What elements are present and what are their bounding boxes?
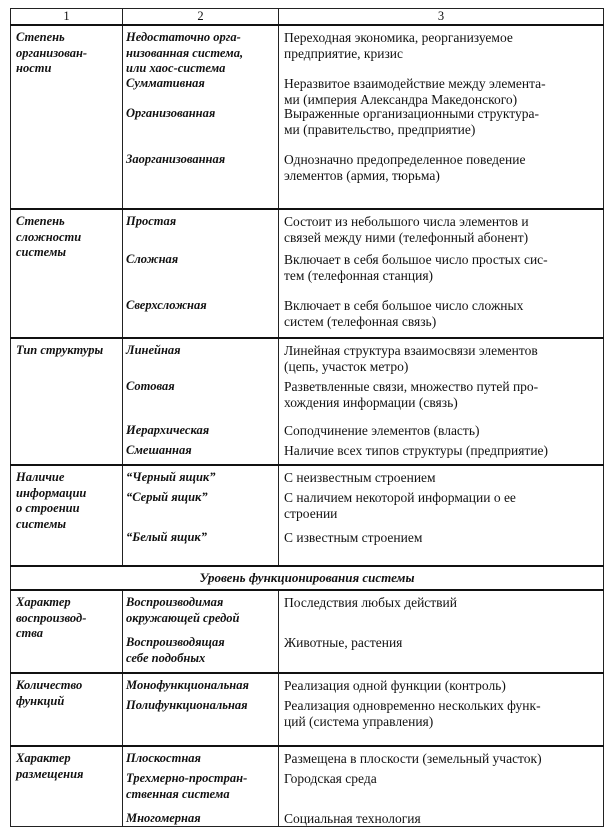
text-line: Сверхсложная: [126, 298, 207, 312]
system-type: [123, 470, 215, 486]
system-type: [123, 443, 192, 459]
type-cell: [123, 465, 279, 566]
text-line: “Серый ящик”: [126, 490, 208, 504]
system-type: [123, 379, 175, 395]
system-description: [279, 214, 603, 246]
text-line: Суммативная: [126, 76, 205, 90]
text-line: Смешанная: [126, 443, 192, 457]
table-row: [11, 673, 604, 746]
header-row: [11, 9, 604, 26]
header-col-1: 1: [11, 9, 123, 26]
system-type: [123, 252, 178, 268]
text-line: размещения: [16, 766, 84, 781]
system-description: [279, 30, 603, 62]
text-line: системы: [16, 245, 67, 259]
table-row: [11, 209, 604, 338]
text-line: Наличие: [16, 470, 65, 484]
system-type: [123, 595, 240, 626]
description-cell: [279, 209, 604, 338]
system-description: [279, 152, 603, 184]
text-line: Включает в себя большое число сложных: [284, 298, 524, 313]
text-line: Степень: [16, 30, 65, 44]
text-line: Полифункциональная: [126, 698, 248, 712]
text-line: о строении: [16, 501, 80, 515]
text-line: Тип структуры: [16, 343, 104, 357]
text-line: низованная система,: [126, 45, 244, 60]
system-type: [123, 678, 249, 694]
system-type: [123, 811, 201, 827]
text-line: ми (империя Александра Македонского): [284, 92, 518, 107]
text-line: Социальная технология: [284, 811, 421, 826]
text-line: информации: [16, 485, 87, 500]
system-description: [279, 252, 603, 284]
system-description: [279, 678, 603, 694]
text-line: Характер: [16, 751, 71, 765]
header-col-2: 2: [123, 9, 279, 26]
text-line: Линейная: [126, 343, 181, 357]
document-page: [10, 8, 603, 826]
text-line: Количество: [16, 678, 83, 692]
type-cell: [123, 590, 279, 673]
system-type: [123, 751, 201, 767]
system-description: [279, 530, 603, 546]
text-line: Степень: [16, 214, 65, 228]
text-line: Недостаточно орга-: [126, 30, 241, 44]
text-line: окружающей средой: [126, 610, 240, 625]
system-type: [123, 343, 181, 359]
text-line: функций: [16, 693, 65, 708]
system-type: [123, 152, 225, 168]
criterion-cell: [11, 746, 123, 827]
section-title-row: [11, 566, 604, 590]
text-line: тем (телефонная станция): [284, 268, 434, 283]
text-line: системы: [16, 516, 67, 531]
system-description: [279, 771, 603, 787]
text-line: Размещена в плоскости (земельный участок): [284, 751, 542, 766]
text-line: Неразвитое взаимодействие между элемента-: [284, 76, 546, 91]
criterion-cell: [11, 209, 123, 338]
type-cell: [123, 746, 279, 827]
system-description: [279, 343, 603, 375]
criterion-cell: [11, 673, 123, 746]
table-row: [11, 25, 604, 209]
text-line: Воспроизводимая: [126, 595, 224, 609]
criterion-cell: [11, 465, 123, 566]
classification-table: [10, 8, 604, 827]
text-line: С известным строением: [284, 530, 423, 545]
system-type: [123, 30, 243, 77]
header-col-3: 3: [279, 9, 604, 26]
system-type: [123, 76, 205, 92]
text-line: Включает в себя большое число простых сис-: [284, 252, 548, 267]
text-line: воспроизвод-: [16, 610, 87, 625]
text-line: предприятие, кризис: [284, 46, 404, 61]
text-line: Выраженные организационными структура-: [284, 106, 539, 121]
text-line: Характер: [16, 595, 71, 609]
system-description: [279, 106, 603, 138]
text-line: хождения информации (связь): [284, 395, 458, 410]
system-description: [279, 423, 603, 439]
system-description: [279, 811, 603, 827]
system-description: [279, 76, 603, 108]
description-cell: [279, 746, 604, 827]
text-line: Плоскостная: [126, 751, 201, 765]
criterion-cell: [11, 590, 123, 673]
system-type: [123, 298, 207, 314]
text-line: Сложная: [126, 252, 179, 266]
text-line: С неизвестным строением: [284, 470, 436, 485]
text-line: ций (система управления): [284, 714, 434, 729]
table-row: [11, 465, 604, 566]
text-line: Простая: [126, 214, 177, 228]
table-row: [11, 590, 604, 673]
text-line: Однозначно предопределенное поведение: [284, 152, 526, 167]
text-line: Заорганизованная: [126, 152, 226, 166]
text-line: себе подобных: [126, 650, 206, 665]
type-cell: [123, 338, 279, 465]
type-cell: [123, 673, 279, 746]
text-line: Животные, растения: [284, 635, 403, 650]
system-type: [123, 423, 209, 439]
text-line: Монофункциональная: [126, 678, 249, 692]
text-line: Воспроизводящая: [126, 635, 225, 649]
type-cell: [123, 209, 279, 338]
description-cell: [279, 25, 604, 209]
system-description: [279, 470, 603, 486]
system-description: [279, 443, 603, 459]
text-line: Разветвленные связи, множество путей про-: [284, 379, 539, 394]
text-line: строении: [284, 506, 338, 521]
description-cell: [279, 590, 604, 673]
section-title: Уровень функционирования системы: [11, 566, 604, 590]
criterion-cell: [11, 338, 123, 465]
text-line: элементов (армия, тюрьма): [284, 168, 440, 183]
text-line: Линейная структура взаимосвязи элементов: [284, 343, 538, 358]
text-line: “Черный ящик”: [126, 470, 216, 484]
system-type: [123, 635, 225, 666]
system-type: [123, 490, 208, 506]
text-line: (цепь, участок метро): [284, 359, 409, 374]
text-line: “Белый ящик”: [126, 530, 207, 544]
description-cell: [279, 673, 604, 746]
text-line: Наличие всех типов структуры (предприятие): [284, 443, 549, 458]
system-description: [279, 751, 603, 767]
system-description: [279, 635, 603, 651]
system-description: [279, 698, 603, 730]
text-line: Состоит из небольшого числа элементов и: [284, 214, 529, 229]
text-line: ства: [16, 626, 44, 640]
system-description: [279, 490, 603, 522]
system-type: [123, 530, 207, 546]
description-cell: [279, 465, 604, 566]
system-description: [279, 298, 603, 330]
text-line: Организованная: [126, 106, 216, 120]
text-line: Переходная экономика, реорганизуемое: [284, 30, 513, 45]
text-line: ности: [16, 61, 52, 75]
text-line: Сотовая: [126, 379, 175, 393]
system-type: [123, 771, 247, 802]
text-line: или хаос-система: [126, 61, 226, 75]
text-line: Реализация одной функции (контроль): [284, 678, 506, 693]
text-line: Последствия любых действий: [284, 595, 458, 610]
system-type: [123, 106, 215, 122]
system-type: [123, 214, 176, 230]
table-row: [11, 338, 604, 465]
text-line: ственная система: [126, 786, 230, 801]
text-line: систем (телефонная связь): [284, 314, 437, 329]
text-line: связей между ними (телефонный абонент): [284, 230, 529, 245]
text-line: Многомерная: [126, 811, 201, 825]
text-line: организован-: [16, 45, 88, 60]
text-line: Соподчинение элементов (власть): [284, 423, 480, 438]
text-line: сложности: [16, 229, 82, 244]
table-row: [11, 746, 604, 827]
criterion-cell: [11, 25, 123, 209]
system-description: [279, 379, 603, 411]
text-line: ми (правительство, предприятие): [284, 122, 476, 137]
system-description: [279, 595, 603, 611]
description-cell: [279, 338, 604, 465]
text-line: Городская среда: [284, 771, 377, 786]
text-line: С наличием некоторой информации о ее: [284, 490, 516, 505]
system-type: [123, 698, 248, 714]
text-line: Трехмерно-простран-: [126, 771, 248, 785]
type-cell: [123, 25, 279, 209]
text-line: Реализация одновременно нескольких функ-: [284, 698, 541, 713]
text-line: Иерархическая: [126, 423, 210, 437]
